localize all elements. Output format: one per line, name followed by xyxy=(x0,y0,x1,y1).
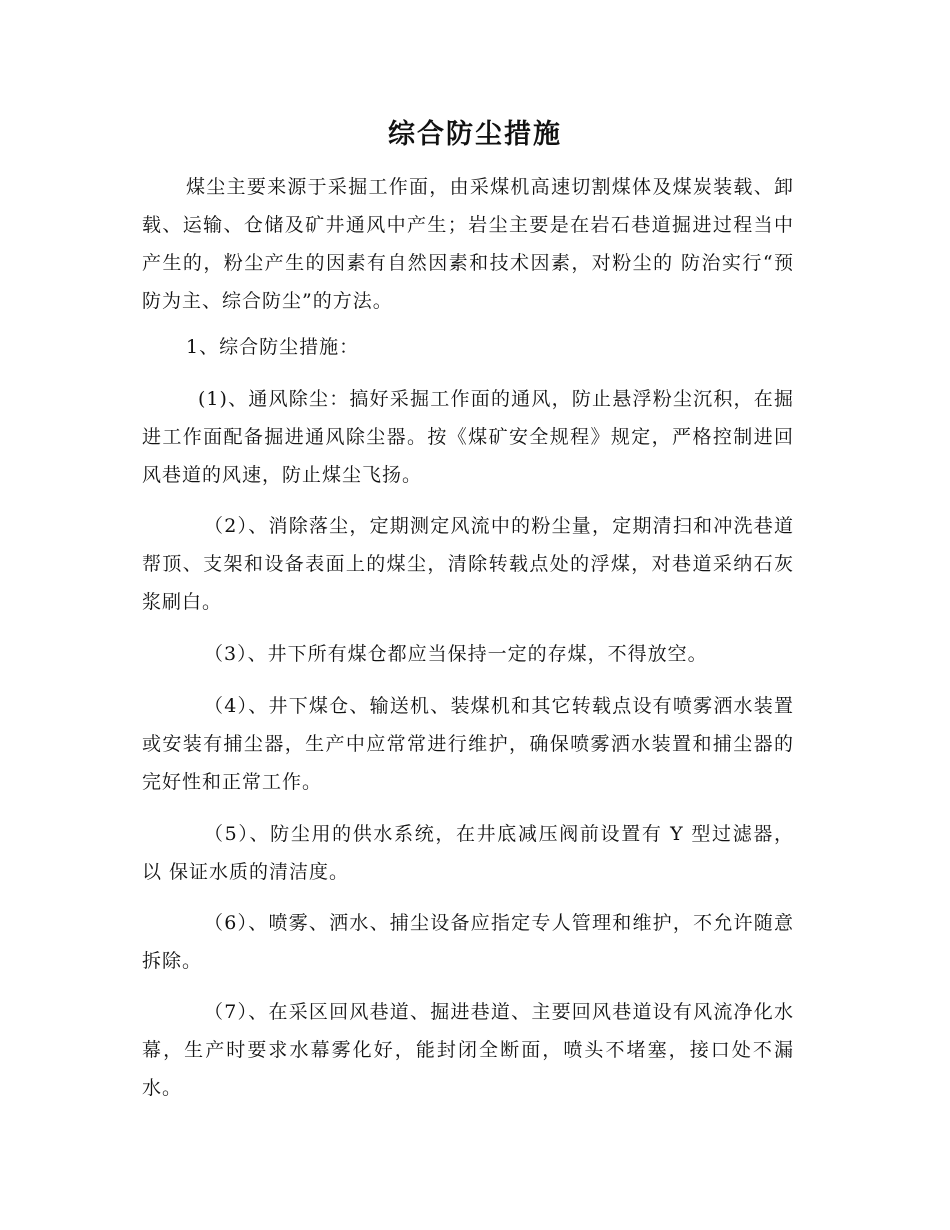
measure-paragraph-4: （4）、井下煤仓、输送机、装煤机和其它转载点设有喷雾洒水装置或安装有捕尘器，生产中应常常进行维护，确保喷雾洒水装置和捕尘器的完好性和正常工作。 xyxy=(142,695,794,793)
intro-paragraph: 煤尘主要来源于采掘工作面，由采煤机高速切割煤体及煤炭装载、卸载、运输、仓储及矿井通风中产生；岩尘主要是在岩石巷道掘进过程当中产生的，粉尘产生的因素有自然因素和技术因素，对粉尘的 防治实行“预防为主、综合防尘”的方法。 xyxy=(142,176,794,312)
measure-paragraph-5: （5）、防尘用的供水系统，在井底减压阀前设置有 Y 型过滤器，以 保证水质的清洁度。 xyxy=(142,823,794,883)
measure-paragraph-3: （3）、井下所有煤仓都应当保持一定的存煤，不得放空。 xyxy=(204,643,708,665)
document-title: 综合防尘措施 xyxy=(388,119,562,150)
measure-paragraph-2: （2）、消除落尘，定期测定风流中的粉尘量，定期清扫和冲洗巷道帮顶、支架和设备表面上的煤尘，清除转载点处的浮煤，对巷道采纳石灰浆刷白。 xyxy=(142,515,794,613)
measure-paragraph-1: (1)、通风除尘：搞好采掘工作面的通风，防止悬浮粉尘沉积，在掘进工作面配备掘进通风除尘器。按《煤矿安全规程》规定，严格控制进回风巷道的风速，防止煤尘飞扬。 xyxy=(142,388,794,486)
measure-paragraph-7: （7）、在采区回风巷道、掘进巷道、主要回风巷道设有风流净化水幕，生产时要求水幕雾化好，能封闭全断面，喷头不堵塞，接口处不漏水。 xyxy=(142,1001,794,1099)
measure-paragraph-6: （6）、喷雾、洒水、捕尘设备应指定专人管理和维护，不允许随意拆除。 xyxy=(142,912,794,972)
section-heading: 1、综合防尘措施： xyxy=(186,336,360,358)
